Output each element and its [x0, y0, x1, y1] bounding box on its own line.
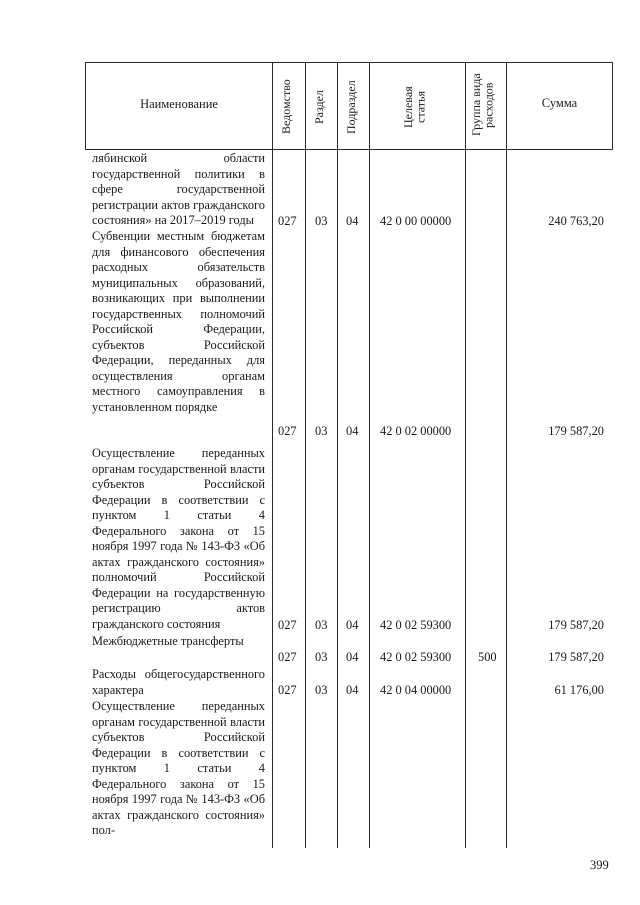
header-vedomstvo: Ведомство: [279, 79, 293, 135]
header-gruppa: [470, 66, 495, 144]
row-celevaya: 42 0 02 59300: [380, 650, 452, 664]
row-name: Межбюджетные трансферты: [92, 634, 244, 648]
row-podrazdel: 04: [346, 214, 359, 228]
row-celevaya: 42 0 02 00000: [380, 424, 452, 438]
row-name: Субвенции местным бюджетам для финансового обеспечения расходных обязательств муниципальных образований, возникающих при выполнении государственных полномочий Российской Федерации, субъектов Российской Федерации, переданных для осуществления органам местного самоуправления в установленном порядке: [92, 229, 265, 415]
page-number: 399: [590, 858, 609, 872]
row-name: лябинской области государственной политики в сфере государственной регистрации актов гражданского состояния» на 2017–2019 годы: [92, 151, 265, 228]
row-razdel: 03: [315, 650, 328, 664]
header-bottom-border: [85, 149, 613, 150]
row-podrazdel: 04: [346, 683, 359, 697]
row-razdel: 03: [315, 618, 328, 632]
header-summa: Сумма: [541, 96, 578, 110]
header-name: Наименование: [140, 97, 218, 111]
row-summa: 179 587,20: [548, 650, 604, 664]
row-razdel: 03: [315, 424, 328, 438]
row-podrazdel: 04: [346, 618, 359, 632]
row-celevaya: 42 0 02 59300: [380, 618, 452, 632]
row-vedomstvo: 027: [278, 683, 297, 697]
row-razdel: 03: [315, 214, 328, 228]
row-vedomstvo: 027: [278, 650, 297, 664]
row-name: Осуществление переданных органам государственной власти субъектов Российской Федерации в соответствии с пунктом 1 статьи 4 Федерального закона от 15 ноября 1997 года № 143-ФЗ «Об актах гражданского состояния» пол-: [92, 699, 265, 838]
row-gruppa: 500: [478, 650, 497, 664]
row-summa: 61 176,00: [554, 683, 604, 697]
row-podrazdel: 04: [346, 650, 359, 664]
top-border: [85, 62, 613, 63]
right-border: [612, 62, 613, 150]
row-summa: 179 587,20: [548, 618, 604, 632]
row-summa: 240 763,20: [548, 214, 604, 228]
col-sep-gruppa: [506, 62, 507, 848]
row-vedomstvo: 027: [278, 214, 297, 228]
row-razdel: 03: [315, 683, 328, 697]
header-gruppa-line2: расходов: [481, 82, 496, 128]
header-gruppa-line1: Группа вида: [469, 73, 483, 137]
row-vedomstvo: 027: [278, 424, 297, 438]
row-podrazdel: 04: [346, 424, 359, 438]
header-razdel: Раздел: [312, 90, 326, 124]
col-sep-name: [272, 62, 273, 848]
header-celevaya-line1: Целевая: [401, 86, 415, 128]
col-sep-razdel: [337, 62, 338, 848]
header-celevaya-line2: статья: [413, 91, 428, 123]
row-name: Осуществление переданных органам государственной власти субъектов Российской Федерации в соответствии с пунктом 1 статьи 4 Федерального закона от 15 ноября 1997 года № 143-ФЗ «Об актах гражданского состояния» полномочий Российской Федерации на государственную регистрацию актов гражданского состояния: [92, 446, 265, 632]
header-podrazdel: Подраздел: [344, 80, 358, 134]
col-sep-podrazdel: [369, 62, 370, 848]
row-vedomstvo: 027: [278, 618, 297, 632]
col-sep-ved: [305, 62, 306, 848]
header-celevaya: [402, 74, 427, 140]
row-name: Расходы общегосударственного характера: [92, 667, 265, 697]
row-summa: 179 587,20: [548, 424, 604, 438]
row-celevaya: 42 0 04 00000: [380, 683, 452, 697]
row-celevaya: 42 0 00 00000: [380, 214, 452, 228]
col-sep-celevaya: [465, 62, 466, 848]
